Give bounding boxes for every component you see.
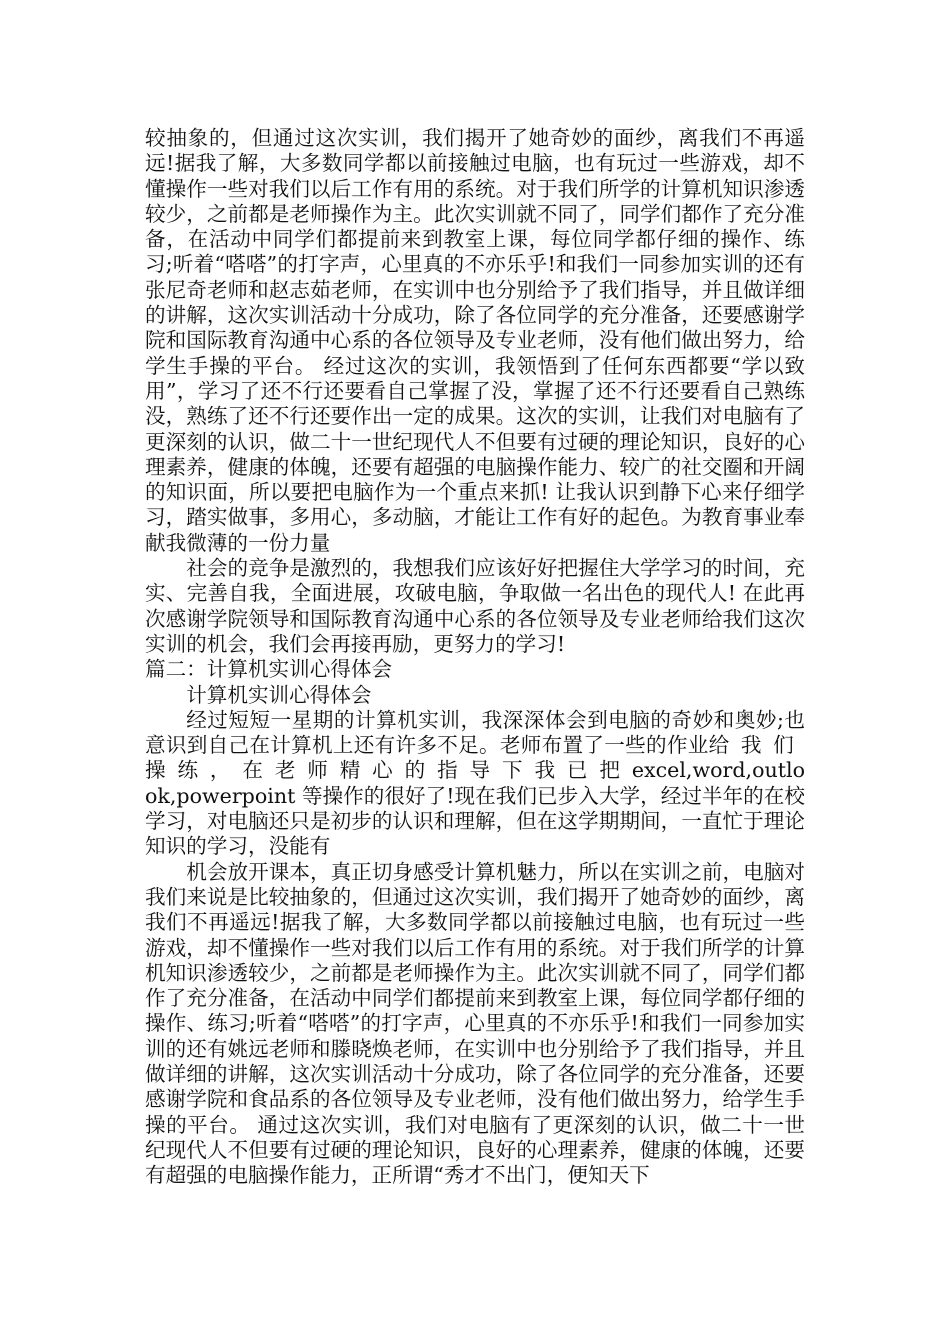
paragraph-line: excel,word,outlook,powerpoint 等操作的很好了!现在我们已步入大学，经过半年的在校学习，对电脑还只是初步的认识和理解，但在这学期期间，一直忙于理论知识的学习，没能有 <box>145 758 805 859</box>
paragraph-line: 经过短短一星期的计算机实训，我深深体会到电脑的奇妙和奥妙;也意识到自己在计算机上还有许多不足。老师布置了一些的作业 <box>145 707 805 758</box>
body-paragraph: 较抽象的，但通过这次实训，我们揭开了她奇妙的面纱，离我们不再遥远!据我了解，大多数同学都以前接触过电脑，也有玩过一些游戏，却不懂操作一些对我们以后工作有用的系统。对于我们所学的计算机知识渗透较少，之前都是老师操作为主。此次实训就不同了，同学们都作了充分准备，在活动中同学们都提前来到教室上课，每位同学都仔细的操作、练习;听着“嗒嗒”的打字声，心里真的不亦乐乎!和我们一同参加实训的还有张尼奇老师和赵志茹老师，在实训中也分别给予了我们指导，并且做详细的讲解，这次实训活动十分成功，除了各位同学的充分准备，还要感谢学院和国际教育沟通中心系的各位领导及专业老师，没有他们做出努力，给学生手操的平台。 经过这次的实训，我领悟到了任何东西都要“学以致用”，学习了还不行还要看自己掌握了没，掌握了还不行还要看自己熟练没，熟练了还不行还要作出一定的成果。这次的实训，让我们对电脑有了更深刻的认识，做二十一世纪现代人不但要有过硬的理论知识，良好的心理素养，健康的体魄，还要有超强的电脑操作能力、较广的社交圈和开阔的知识面，所以要把电脑作为一个重点来抓! 让我认识到静下心来仔细学习，踏实做事，多用心，多动脑，才能让工作有好的起色。为教育事业奉献我微薄的一份力量 <box>145 126 805 555</box>
body-paragraph: 机会放开课本，真正切身感受计算机魅力，所以在实训之前，电脑对我们来说是比较抽象的，但通过这次实训，我们揭开了她奇妙的面纱，离我们不再遥远!据我了解，大多数同学都以前接触过电脑，也有玩过一些游戏，却不懂操作一些对我们以后工作有用的系统。对于我们所学的计算机知识渗透较少，之前都是老师操作为主。此次实训就不同了，同学们都作了充分准备，在活动中同学们都提前来到教室上课，每位同学都仔细的操作、练习;听着“嗒嗒”的打字声，心里真的不亦乐乎!和我们一同参加实训的还有姚远老师和滕晓焕老师，在实训中也分别给予了我们指导，并且做详细的讲解，这次实训活动十分成功，除了各位同学的充分准备，还要感谢学院和食品系的各位领导及专业老师，没有他们做出努力，给学生手操的平台。 通过这次实训，我们对电脑有了更深刻的认识，做二十一世纪现代人不但要有过硬的理论知识，良好的心理素养，健康的体魄，还要有超强的电脑操作能力，正所谓“秀才不出门，便知天下 <box>145 859 805 1188</box>
body-paragraph <box>145 708 805 860</box>
body-paragraph: 社会的竞争是激烈的，我想我们应该好好把握住大学学习的时间，充实、完善自我，全面进展，攻破电脑，争取做一名出色的现代人! 在此再次感谢学院领导和国际教育沟通中心系的各位领导及专业老师给我们这次实训的机会，我们会再接再励，更努力的学习! <box>145 556 805 656</box>
section-heading: 篇二：计算机实训心得体会 <box>145 657 393 682</box>
document-page <box>145 126 805 1188</box>
paragraph-line-spread: 给我们操练，在老师精心的指导下我已把 <box>145 733 805 783</box>
section-subheading: 计算机实训心得体会 <box>186 682 372 707</box>
